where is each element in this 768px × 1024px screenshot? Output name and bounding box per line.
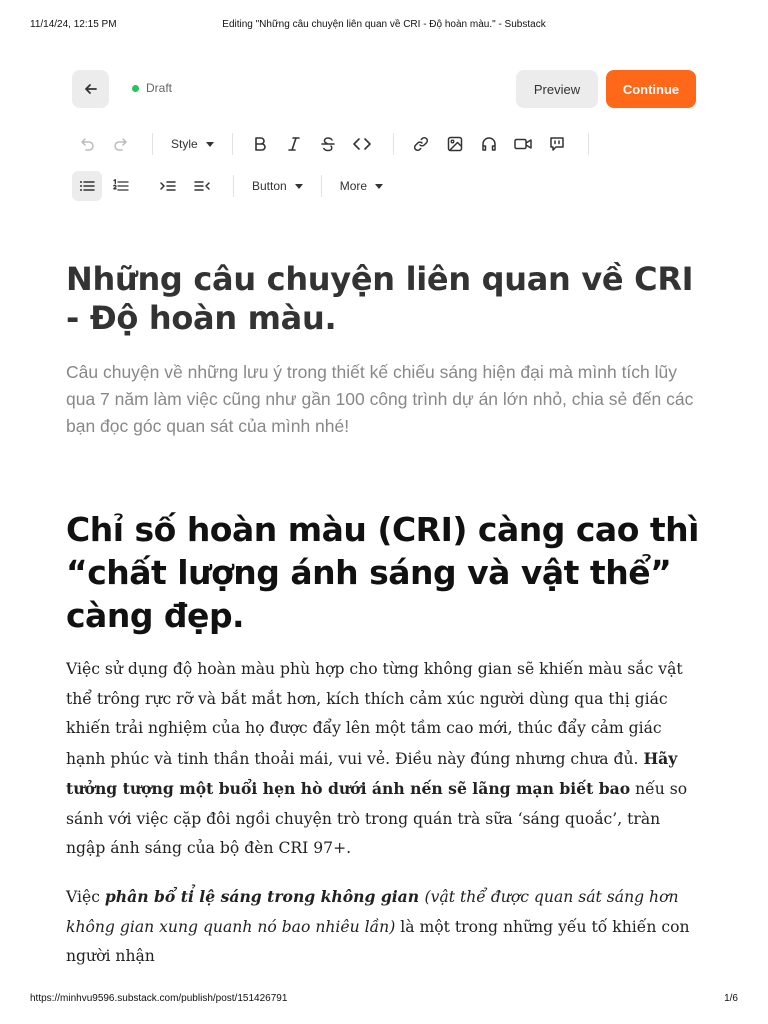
toolbar-divider <box>232 133 233 155</box>
link-icon[interactable] <box>406 129 436 159</box>
toolbar-divider <box>393 133 394 155</box>
strikethrough-icon[interactable] <box>313 129 343 159</box>
paragraph-text: Việc sử dụng độ hoàn màu phù hợp cho từng không gian sẽ khiến màu sắc vật thể trông rực rỡ và bắt mắt hơn, kích thích cảm xúc người dùng qua thị giác khiến trải nghiệm của họ được đẩy lên một tầm cao mới, thúc đẩy cảm giác hạnh phúc và tinh thần thoải mái, vui vẻ. Điều này đúng nhưng chưa đủ. <box>66 660 683 768</box>
indent-icon[interactable] <box>153 171 183 201</box>
toolbar-divider <box>588 133 589 155</box>
editor-topbar <box>72 70 696 108</box>
redo-icon[interactable] <box>106 129 136 159</box>
undo-icon[interactable] <box>72 129 102 159</box>
paragraph-bold-italic-text: phân bổ tỉ lệ sáng trong không gian <box>104 887 425 906</box>
body-paragraph[interactable] <box>66 655 700 864</box>
more-dropdown[interactable] <box>334 171 389 201</box>
preview-button[interactable]: Preview <box>516 70 598 108</box>
print-datetime: 11/14/24, 12:15 PM <box>30 19 117 30</box>
caret-down-icon <box>295 184 303 189</box>
audio-icon[interactable] <box>474 129 504 159</box>
bold-icon[interactable] <box>245 129 275 159</box>
more-label: More <box>339 179 368 193</box>
print-url: https://minhvu9596.substack.com/publish/post/151426791 <box>30 993 288 1004</box>
outdent-icon[interactable] <box>187 171 217 201</box>
bullet-list-icon[interactable] <box>72 171 102 201</box>
comment-icon[interactable] <box>542 129 572 159</box>
caret-down-icon <box>375 184 383 189</box>
post-title[interactable]: Những câu chuyện liên quan về CRI - Độ hoàn màu. <box>66 260 694 337</box>
status-dot <box>132 85 139 92</box>
toolbar-divider <box>233 175 234 197</box>
post-subtitle[interactable]: Câu chuyện về những lưu ý trong thiết kế chiếu sáng hiện đại mà mình tích lũy qua 7 năm làm việc cũng như gần 100 công trình dự án lớn nhỏ, chia sẻ đến các bạn đọc góc quan sát của mình nhé! <box>66 362 694 436</box>
continue-button[interactable]: Continue <box>606 70 696 108</box>
numbered-list-icon[interactable] <box>106 171 136 201</box>
body-paragraph[interactable] <box>66 882 700 972</box>
status-label: Draft <box>146 81 173 95</box>
section-heading[interactable]: Chỉ số hoàn màu (CRI) càng cao thì “chất lượng ánh sáng và vật thể” càng đẹp. <box>66 510 699 635</box>
post-status <box>132 81 172 95</box>
toolbar-divider <box>152 133 153 155</box>
list-toolbar <box>72 171 389 201</box>
style-label: Style <box>171 137 198 151</box>
formatting-toolbar <box>72 129 601 159</box>
video-icon[interactable] <box>508 129 538 159</box>
italic-icon[interactable] <box>279 129 309 159</box>
paragraph-text: Việc <box>66 888 105 906</box>
paragraph-text: nếu so sánh với việc cặp đôi ngồi chuyện trò trong quán trà sữa ‘sáng quoắc’, tràn ngập ánh sáng của bộ đèn CRI 97+. <box>66 780 688 857</box>
code-icon[interactable] <box>347 129 377 159</box>
print-page-title: Editing "Những câu chuyện liên quan về CRI - Độ hoàn màu." - Substack <box>222 19 546 30</box>
paragraph-italic-text: (vật thể được quan sát sáng hơn không gian xung quanh nó bao nhiêu lần) <box>66 888 679 936</box>
button-label: Button <box>252 179 287 193</box>
arrow-left-icon <box>83 81 99 97</box>
print-page-count: 1/6 <box>724 993 738 1004</box>
caret-down-icon <box>206 142 214 147</box>
button-dropdown[interactable] <box>246 171 309 201</box>
paragraph-bold-text: Hãy tưởng tượng một buổi hẹn hò dưới ánh nến sẽ lãng mạn biết bao <box>66 748 678 798</box>
toolbar-divider <box>321 175 322 197</box>
toolbar-divider <box>146 175 147 197</box>
back-button[interactable] <box>72 70 109 108</box>
image-icon[interactable] <box>440 129 470 159</box>
paragraph-text: là một trong những yếu tố khiến con người nhận <box>66 917 690 965</box>
style-dropdown[interactable] <box>165 129 220 159</box>
